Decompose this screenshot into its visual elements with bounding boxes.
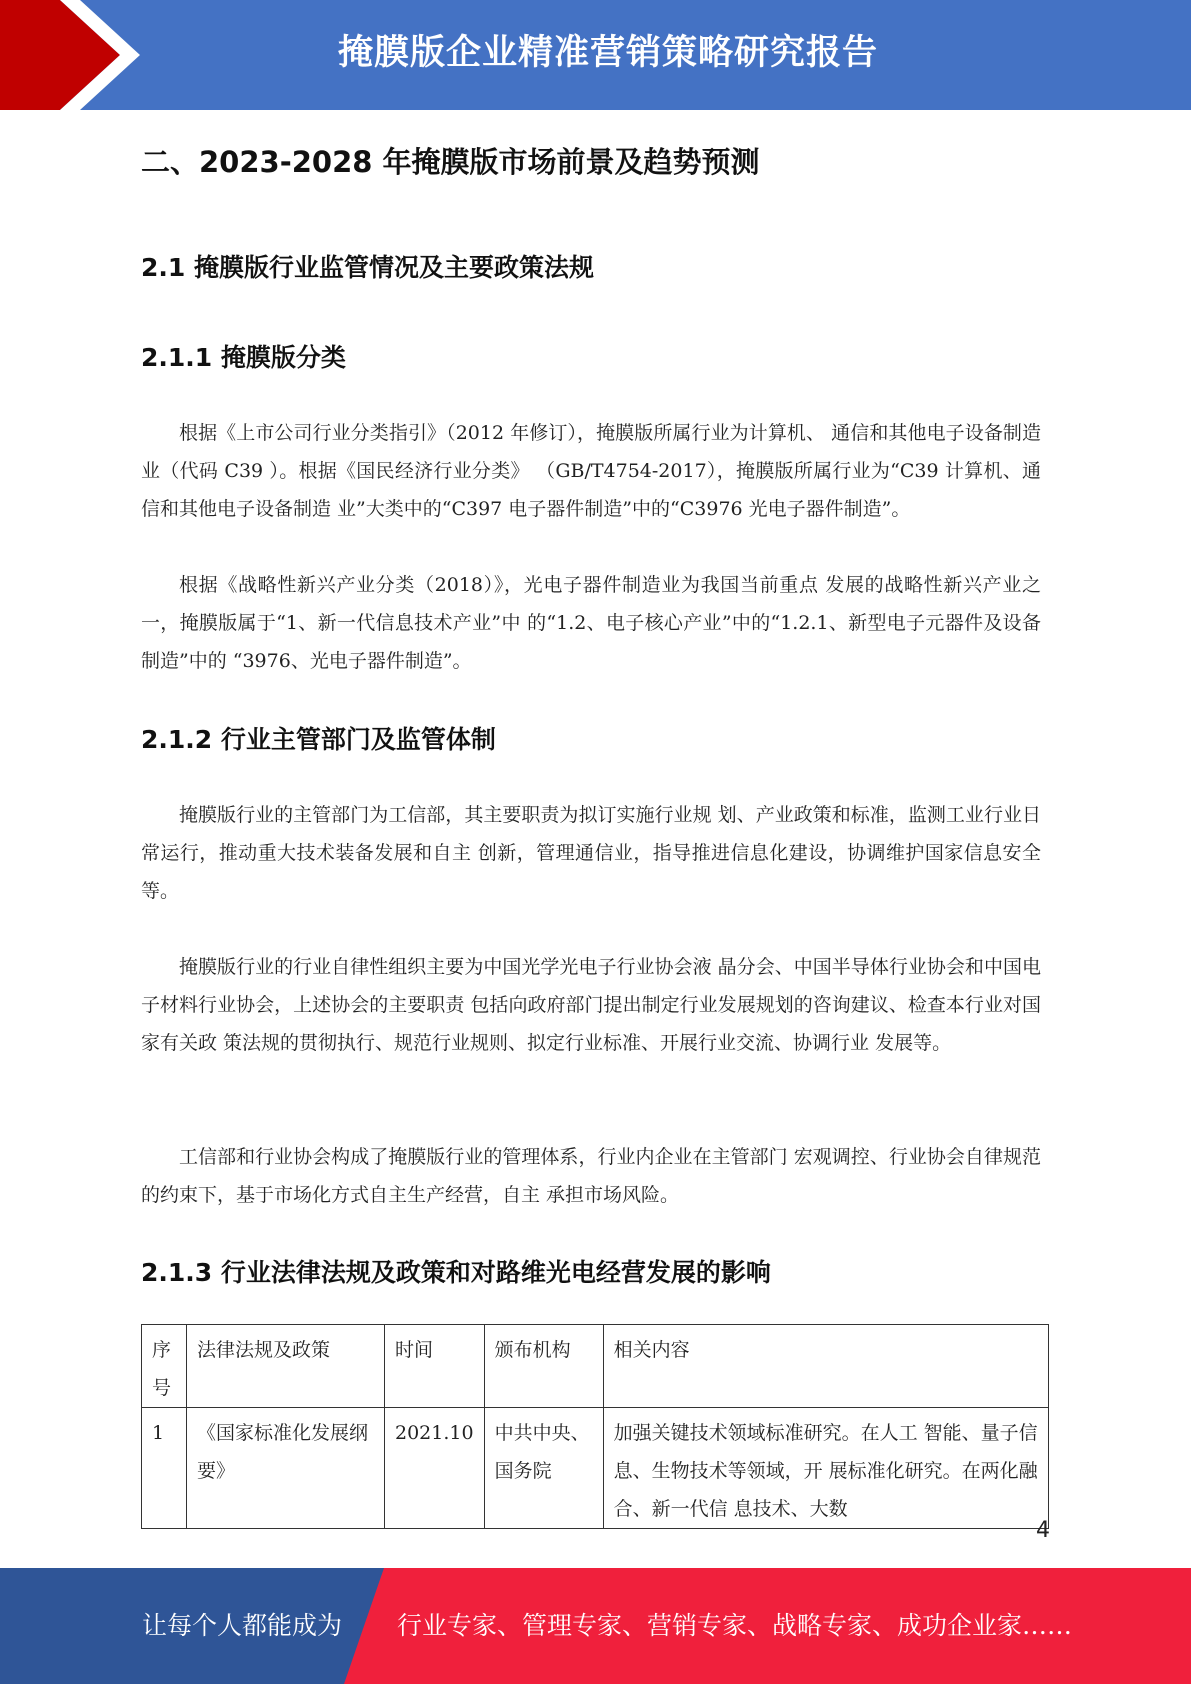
table-cell-org: 中共中央、国务院 [484,1408,603,1529]
header-title: 掩膜版企业精准营销策略研究报告 [337,33,878,73]
section-title: 二、2023-2028 年掩膜版市场前景及趋势预测 [141,145,760,179]
subsection-2-1-2-title: 2.1.2 行业主管部门及监管体制 [141,725,496,754]
footer-banner [0,1568,1191,1684]
table-header-cell: 相关内容 [603,1325,1048,1408]
table-row [142,1408,1049,1529]
subsection-2-1-1-title: 2.1.1 掩膜版分类 [141,343,346,372]
table-cell-no: 1 [142,1408,187,1529]
header-banner [0,0,1191,110]
footer-slogan-right: 行业专家、管理专家、营销专家、战略专家、成功企业家…… [397,1611,1073,1640]
table-cell-name: 《国家标准化发展纲要》 [187,1408,385,1529]
subsection-2-1-title: 2.1 掩膜版行业监管情况及主要政策法规 [141,253,594,282]
table-header-cell: 时间 [385,1325,485,1408]
paragraph-classification-1: 根据《上市公司行业分类指引》（2012 年修订），掩膜版所属行业为计算机、 通信和其他电子设备制造业（代码 C39 ）。根据《国民经济行业分类》 （GB/T4754-2017），掩膜版所属行业为“C39 计算机、通信和其他电子设备制造 业”大类中的“C397 电子器件制造”中的“C3976 光电子器件制造”。 [141,422,1041,520]
paragraph-regulator: 掩膜版行业的主管部门为工信部，其主要职责为拟订实施行业规 划、产业政策和标准，监测工业行业日常运行，推动重大技术装备发展和自主 创新，管理通信业，指导推进信息化建设，协调维护国家信息安全等。 [141,804,1041,902]
table-cell-date: 2021.10 [385,1408,485,1529]
table-header-cell: 法律法规及政策 [187,1325,385,1408]
footer-slogan-left: 让每个人都能成为 [142,1611,343,1640]
paragraph-management-system: 工信部和行业协会构成了掩膜版行业的管理体系，行业内企业在主管部门 宏观调控、行业协会自律规范的约束下，基于市场化方式自主生产经营，自主 承担市场风险。 [141,1146,1041,1206]
table-header-cell: 序号 [142,1325,187,1408]
paragraph-classification-2: 根据《战略性新兴产业分类（2018）》，光电子器件制造业为我国当前重点 发展的战略性新兴产业之一，掩膜版属于“1、新一代信息技术产业”中 的“1.2、电子核心产业”中的“1.2.1、新型电子元器件及设备制造”中的 “3976、光电子器件制造”。 [141,574,1041,672]
laws-policies-table [141,1324,1049,1529]
table-header-cell: 颁布机构 [484,1325,603,1408]
table-header-row [142,1325,1049,1408]
page-number: 4 [1036,1518,1050,1543]
subsection-2-1-3-title: 2.1.3 行业法律法规及政策和对路维光电经营发展的影响 [141,1258,771,1287]
table-cell-content: 加强关键技术领域标准研究。在人工 智能、量子信息、生物技术等领域，开 展标准化研究。在两化融合、新一代信 息技术、大数 [603,1408,1048,1529]
paragraph-associations: 掩膜版行业的行业自律性组织主要为中国光学光电子行业协会液 晶分会、中国半导体行业协会和中国电子材料行业协会，上述协会的主要职责 包括向政府部门提出制定行业发展规划的咨询建议、检查本行业对国家有关政 策法规的贯彻执行、规范行业规则、拟定行业标准、开展行业交流、协调行业 发展等。 [141,956,1041,1054]
